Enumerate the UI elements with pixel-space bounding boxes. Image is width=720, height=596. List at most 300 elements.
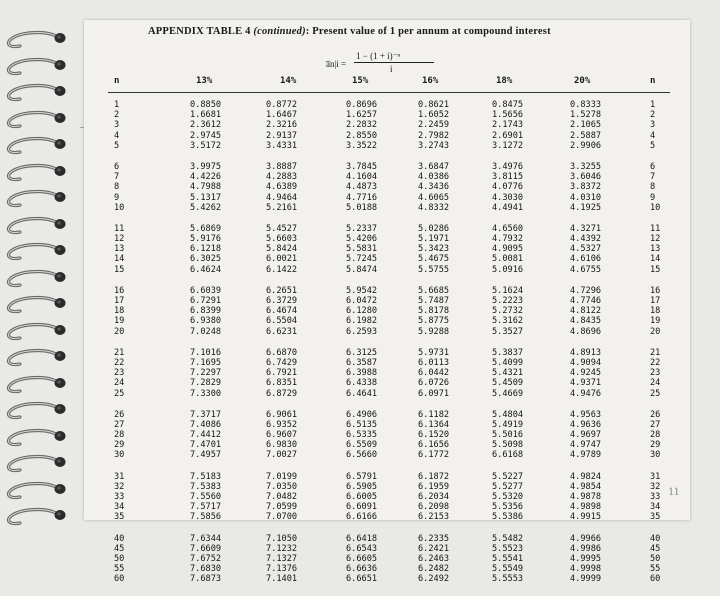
cell-rate-16pct: 5.4675 [418, 254, 450, 265]
cell-rate-14pct: 6.2651 [266, 285, 298, 296]
cell-rate-16pct: 3.2743 [418, 140, 450, 151]
binding-ring-icon [4, 428, 66, 448]
table-row [84, 172, 690, 182]
cell-n-right: 20 [650, 326, 661, 337]
header-n-left: n [114, 76, 120, 86]
cell-n-right: 40 [650, 533, 661, 544]
cell-rate-18pct: 5.5016 [492, 430, 524, 441]
table-row [84, 430, 690, 440]
cell-n-left: 14 [114, 254, 125, 265]
table-row [84, 554, 690, 564]
cell-rate-16pct: 6.2463 [418, 553, 450, 564]
annuity-formula [326, 50, 456, 78]
cell-n-right: 45 [650, 543, 661, 554]
cell-n-right: 19 [650, 316, 661, 327]
formula-denominator: i [390, 64, 393, 74]
cell-rate-16pct: 5.8178 [418, 306, 450, 317]
cell-rate-13pct: 6.1218 [190, 244, 222, 255]
cell-n-left: 12 [114, 234, 125, 245]
cell-rate-14pct: 6.7921 [266, 368, 298, 379]
cell-rate-13pct: 2.9745 [190, 130, 222, 141]
cell-rate-18pct: 5.1624 [492, 285, 524, 296]
cell-rate-13pct: 7.6344 [190, 533, 222, 544]
cell-rate-13pct: 6.4624 [190, 264, 222, 275]
cell-n-right: 15 [650, 264, 661, 275]
cell-rate-20pct: 4.7296 [570, 285, 602, 296]
cell-rate-20pct: 4.8696 [570, 326, 602, 337]
cell-rate-16pct: 6.2034 [418, 492, 450, 502]
cell-n-left: 5 [114, 140, 120, 151]
cell-rate-14pct: 7.0599 [266, 502, 298, 513]
cell-rate-15pct: 0.8696 [346, 100, 378, 110]
cell-rate-13pct: 1.6681 [190, 110, 222, 121]
table-title-main: APPENDIX TABLE 4 [148, 26, 251, 37]
cell-rate-18pct: 6.6168 [492, 450, 524, 461]
cell-rate-15pct: 5.5831 [346, 244, 378, 255]
cell-rate-13pct: 7.6752 [190, 553, 222, 564]
binding-ring-icon [4, 30, 66, 50]
formula-fraction-bar [354, 62, 434, 63]
cell-n-left: 45 [114, 543, 125, 554]
cell-rate-14pct: 5.8424 [266, 244, 298, 255]
row-group [84, 410, 690, 461]
cell-n-left: 24 [114, 378, 125, 389]
cell-rate-20pct: 4.9824 [570, 471, 602, 482]
cell-n-left: 30 [114, 450, 125, 461]
cell-rate-16pct: 6.2482 [418, 564, 450, 575]
cell-rate-20pct: 3.6046 [570, 172, 602, 183]
cell-rate-16pct: 5.5755 [418, 264, 450, 275]
table-row [84, 564, 690, 574]
cell-rate-16pct: 6.2421 [418, 543, 450, 554]
cell-rate-18pct: 4.6560 [492, 223, 524, 234]
table-row [84, 224, 690, 234]
table-row [84, 120, 690, 130]
cell-rate-13pct: 7.2829 [190, 378, 222, 389]
cell-n-right: 17 [650, 296, 661, 306]
cell-rate-14pct: 3.8887 [266, 161, 298, 172]
table-header-row [84, 76, 690, 88]
cell-rate-13pct: 7.4957 [190, 450, 222, 461]
cell-rate-20pct: 4.9563 [570, 409, 602, 420]
cell-rate-18pct: 5.4804 [492, 409, 524, 420]
cell-rate-14pct: 7.1327 [266, 553, 298, 564]
cell-rate-13pct: 5.4262 [190, 202, 222, 213]
cell-n-right: 3 [650, 120, 656, 131]
cell-rate-14pct: 7.1050 [266, 533, 298, 544]
cell-rate-15pct: 5.0188 [346, 202, 378, 213]
cell-rate-18pct: 5.5541 [492, 553, 524, 564]
cell-rate-16pct: 1.6052 [418, 110, 450, 121]
cell-n-right: 1 [650, 100, 656, 110]
cell-n-left: 32 [114, 481, 125, 492]
cell-rate-20pct: 4.8122 [570, 306, 602, 317]
cell-n-left: 11 [114, 223, 125, 234]
cell-rate-18pct: 5.5356 [492, 502, 524, 513]
cell-rate-16pct: 6.1520 [418, 430, 450, 441]
cell-rate-15pct: 6.3988 [346, 368, 378, 379]
row-group [84, 162, 690, 213]
cell-n-right: 50 [650, 553, 661, 564]
cell-rate-14pct: 6.3729 [266, 296, 298, 306]
row-group [84, 472, 690, 523]
cell-rate-13pct: 6.8399 [190, 306, 222, 317]
table-row [84, 472, 690, 482]
cell-rate-18pct: 4.7932 [492, 234, 524, 245]
cell-n-right: 60 [650, 574, 661, 585]
header-18pct: 18% [496, 76, 513, 86]
cell-rate-20pct: 3.8372 [570, 182, 602, 193]
cell-rate-13pct: 7.6830 [190, 564, 222, 575]
cell-n-left: 6 [114, 161, 120, 172]
cell-rate-13pct: 6.6039 [190, 285, 222, 296]
cell-n-left: 13 [114, 244, 125, 255]
spiral-binding [0, 0, 70, 540]
cell-rate-20pct: 4.7746 [570, 296, 602, 306]
cell-n-left: 17 [114, 296, 125, 306]
cell-rate-18pct: 5.3527 [492, 326, 524, 337]
cell-rate-18pct: 1.5656 [492, 110, 524, 121]
cell-n-left: 1 [114, 100, 120, 110]
cell-n-left: 50 [114, 553, 125, 564]
cell-rate-13pct: 7.5183 [190, 471, 222, 482]
cell-rate-16pct: 5.8775 [418, 316, 450, 327]
cell-rate-15pct: 6.4641 [346, 388, 378, 399]
cell-rate-14pct: 6.5504 [266, 316, 298, 327]
header-20pct: 20% [574, 76, 591, 86]
table-row [84, 358, 690, 368]
cell-rate-13pct: 7.3300 [190, 388, 222, 399]
formula-lhs: a̅n|i = [326, 59, 347, 69]
cell-n-right: 2 [650, 110, 656, 121]
cell-rate-16pct: 6.2098 [418, 502, 450, 513]
table-row [84, 182, 690, 192]
cell-rate-20pct: 0.8333 [570, 100, 602, 110]
cell-rate-18pct: 5.4509 [492, 378, 524, 389]
cell-n-right: 28 [650, 430, 661, 441]
table-body [84, 100, 690, 596]
cell-rate-14pct: 0.8772 [266, 100, 298, 110]
cell-rate-20pct: 4.9371 [570, 378, 602, 389]
cell-rate-18pct: 0.8475 [492, 100, 524, 110]
cell-rate-14pct: 3.4331 [266, 140, 298, 151]
cell-rate-14pct: 7.1232 [266, 543, 298, 554]
header-15pct: 15% [352, 76, 369, 86]
cell-rate-13pct: 5.1317 [190, 192, 222, 203]
cell-n-left: 10 [114, 202, 125, 213]
cell-rate-20pct: 4.9998 [570, 564, 602, 575]
cell-rate-20pct: 4.6106 [570, 254, 602, 265]
cell-rate-15pct: 5.8474 [346, 264, 378, 275]
cell-n-right: 12 [650, 234, 661, 245]
cell-n-right: 11 [650, 223, 661, 234]
cell-rate-14pct: 7.0350 [266, 481, 298, 492]
cell-rate-14pct: 6.9607 [266, 430, 298, 441]
table-row [84, 544, 690, 554]
cell-n-left: 35 [114, 512, 125, 523]
header-13pct: 13% [196, 76, 213, 86]
table-row [84, 348, 690, 358]
cell-rate-15pct: 6.2593 [346, 326, 378, 337]
cell-n-right: 27 [650, 419, 661, 430]
cell-rate-18pct: 4.9095 [492, 244, 524, 255]
cell-rate-20pct: 2.5887 [570, 130, 602, 141]
cell-rate-18pct: 4.0776 [492, 182, 524, 193]
cell-rate-15pct: 6.6543 [346, 543, 378, 554]
cell-n-right: 6 [650, 161, 656, 172]
cell-n-right: 9 [650, 192, 656, 203]
cell-n-left: 34 [114, 502, 125, 513]
cell-n-left: 23 [114, 368, 125, 379]
table-row [84, 296, 690, 306]
table-row [84, 265, 690, 275]
cell-rate-18pct: 5.5227 [492, 471, 524, 482]
cell-rate-15pct: 4.1604 [346, 172, 378, 183]
cell-rate-13pct: 4.4226 [190, 172, 222, 183]
binding-ring-icon [4, 481, 66, 501]
cell-n-left: 22 [114, 357, 125, 368]
cell-rate-15pct: 6.6605 [346, 553, 378, 564]
table-row [84, 534, 690, 544]
cell-n-right: 23 [650, 368, 661, 379]
cell-rate-14pct: 6.0021 [266, 254, 298, 265]
cell-n-left: 60 [114, 574, 125, 585]
table-row [84, 203, 690, 213]
cell-rate-18pct: 4.3030 [492, 192, 524, 203]
table-row [84, 100, 690, 110]
cell-n-left: 20 [114, 326, 125, 337]
cell-rate-18pct: 5.4919 [492, 419, 524, 430]
cell-rate-13pct: 7.3717 [190, 409, 222, 420]
cell-n-left: 40 [114, 533, 125, 544]
cell-rate-20pct: 4.9094 [570, 357, 602, 368]
cell-rate-14pct: 7.1401 [266, 574, 298, 585]
cell-rate-16pct: 6.2153 [418, 512, 450, 523]
row-group [84, 286, 690, 337]
cell-rate-15pct: 6.5135 [346, 419, 378, 430]
cell-rate-15pct: 6.5791 [346, 471, 378, 482]
binding-ring-icon [4, 269, 66, 289]
cell-rate-14pct: 6.8729 [266, 388, 298, 399]
cell-rate-18pct: 2.6901 [492, 130, 524, 141]
cell-rate-18pct: 5.5553 [492, 574, 524, 585]
cell-rate-14pct: 7.0199 [266, 471, 298, 482]
cell-rate-20pct: 4.9636 [570, 419, 602, 430]
cell-rate-20pct: 4.9789 [570, 450, 602, 461]
cell-rate-13pct: 5.9176 [190, 234, 222, 245]
cell-rate-16pct: 2.2459 [418, 120, 450, 131]
cell-rate-15pct: 3.7845 [346, 161, 378, 172]
cell-rate-14pct: 2.3216 [266, 120, 298, 131]
cell-n-right: 35 [650, 512, 661, 523]
cell-n-right: 34 [650, 502, 661, 513]
cell-n-right: 31 [650, 471, 661, 482]
cell-n-right: 26 [650, 409, 661, 420]
cell-rate-13pct: 0.8850 [190, 100, 222, 110]
table-row [84, 131, 690, 141]
binding-ring-icon [4, 216, 66, 236]
cell-rate-18pct: 5.4321 [492, 368, 524, 379]
cell-rate-20pct: 4.8435 [570, 316, 602, 327]
table-row [84, 482, 690, 492]
binding-ring-icon [4, 242, 66, 262]
binding-ring-icon [4, 83, 66, 103]
cell-rate-15pct: 6.5509 [346, 440, 378, 451]
cell-rate-14pct: 2.9137 [266, 130, 298, 141]
cell-rate-16pct: 6.1182 [418, 409, 450, 420]
cell-rate-15pct: 4.7716 [346, 192, 378, 203]
cell-rate-14pct: 1.6467 [266, 110, 298, 121]
cell-rate-13pct: 5.6869 [190, 223, 222, 234]
cell-rate-20pct: 4.9878 [570, 492, 602, 502]
table-row [84, 512, 690, 522]
table-row [84, 389, 690, 399]
cell-rate-15pct: 5.4206 [346, 234, 378, 245]
cell-rate-15pct: 6.5905 [346, 481, 378, 492]
binding-ring-icon [4, 454, 66, 474]
cell-rate-18pct: 5.5386 [492, 512, 524, 523]
binding-ring-icon [4, 348, 66, 368]
cell-rate-13pct: 7.4412 [190, 430, 222, 441]
cell-rate-13pct: 7.6873 [190, 574, 222, 585]
cell-n-left: 27 [114, 419, 125, 430]
cell-rate-18pct: 3.8115 [492, 172, 524, 183]
row-group [84, 100, 690, 151]
binding-ring-icon [4, 110, 66, 130]
cell-rate-13pct: 7.5856 [190, 512, 222, 523]
cell-rate-14pct: 7.0027 [266, 450, 298, 461]
cell-rate-18pct: 5.4669 [492, 388, 524, 399]
cell-rate-18pct: 4.4941 [492, 202, 524, 213]
cell-n-right: 18 [650, 306, 661, 317]
cell-rate-16pct: 6.0442 [418, 368, 450, 379]
cell-rate-18pct: 5.5320 [492, 492, 524, 502]
cell-rate-15pct: 6.6636 [346, 564, 378, 575]
cell-rate-20pct: 4.9915 [570, 512, 602, 523]
cell-rate-15pct: 6.6091 [346, 502, 378, 513]
binding-ring-icon [4, 57, 66, 77]
cell-n-left: 25 [114, 388, 125, 399]
binding-ring-icon [4, 322, 66, 342]
cell-n-right: 10 [650, 202, 661, 213]
table-row [84, 244, 690, 254]
cell-rate-20pct: 4.9476 [570, 388, 602, 399]
cell-rate-15pct: 6.3125 [346, 347, 378, 358]
cell-rate-16pct: 5.1971 [418, 234, 450, 245]
table-row [84, 306, 690, 316]
cell-rate-14pct: 4.9464 [266, 192, 298, 203]
cell-rate-14pct: 6.7429 [266, 357, 298, 368]
cell-rate-13pct: 6.7291 [190, 296, 222, 306]
cell-rate-13pct: 7.5560 [190, 492, 222, 502]
cell-n-right: 14 [650, 254, 661, 265]
scanned-table-page [84, 20, 690, 585]
cell-rate-20pct: 4.9747 [570, 440, 602, 451]
cell-rate-20pct: 4.4392 [570, 234, 602, 245]
cell-rate-15pct: 6.4906 [346, 409, 378, 420]
cell-rate-20pct: 4.3271 [570, 223, 602, 234]
table-row [84, 368, 690, 378]
cell-rate-16pct: 5.3423 [418, 244, 450, 255]
cell-n-right: 29 [650, 440, 661, 451]
row-group [84, 348, 690, 399]
cell-rate-15pct: 4.4873 [346, 182, 378, 193]
cell-rate-16pct: 6.2335 [418, 533, 450, 544]
cell-rate-16pct: 6.0113 [418, 357, 450, 368]
cell-rate-15pct: 6.6418 [346, 533, 378, 544]
cell-rate-20pct: 4.9986 [570, 543, 602, 554]
binding-ring-icon [4, 295, 66, 315]
cell-n-right: 32 [650, 481, 661, 492]
cell-rate-13pct: 7.5383 [190, 481, 222, 492]
cell-n-right: 25 [650, 388, 661, 399]
cell-rate-13pct: 6.9380 [190, 316, 222, 327]
cell-rate-18pct: 3.1272 [492, 140, 524, 151]
cell-rate-20pct: 4.0310 [570, 192, 602, 203]
cell-rate-14pct: 6.6231 [266, 326, 298, 337]
binding-ring-icon [4, 401, 66, 421]
cell-rate-15pct: 5.9542 [346, 285, 378, 296]
cell-rate-15pct: 2.2832 [346, 120, 378, 131]
cell-rate-14pct: 4.6389 [266, 182, 298, 193]
table-row [84, 440, 690, 450]
cell-rate-20pct: 2.1065 [570, 120, 602, 131]
cell-rate-14pct: 6.8351 [266, 378, 298, 389]
cell-rate-16pct: 5.9288 [418, 326, 450, 337]
table-row [84, 410, 690, 420]
cell-rate-15pct: 6.5660 [346, 450, 378, 461]
binding-ring-icon [4, 136, 66, 156]
page-number: 11 [668, 484, 680, 498]
cell-rate-14pct: 6.9352 [266, 419, 298, 430]
cell-rate-18pct: 2.1743 [492, 120, 524, 131]
header-n-right: n [650, 76, 656, 86]
cell-rate-15pct: 6.3587 [346, 357, 378, 368]
cell-n-right: 21 [650, 347, 661, 358]
cell-rate-15pct: 5.2337 [346, 223, 378, 234]
cell-rate-13pct: 7.2297 [190, 368, 222, 379]
cell-rate-13pct: 7.4086 [190, 419, 222, 430]
cell-rate-20pct: 4.9854 [570, 481, 602, 492]
cell-rate-14pct: 7.0482 [266, 492, 298, 502]
cell-rate-20pct: 4.9966 [570, 533, 602, 544]
cell-n-left: 15 [114, 264, 125, 275]
cell-rate-15pct: 5.7245 [346, 254, 378, 265]
cell-rate-16pct: 6.1656 [418, 440, 450, 451]
cell-rate-16pct: 6.1872 [418, 471, 450, 482]
table-row [84, 193, 690, 203]
cell-n-left: 8 [114, 182, 120, 193]
cell-rate-14pct: 5.6603 [266, 234, 298, 245]
cell-rate-18pct: 5.2223 [492, 296, 524, 306]
cell-rate-13pct: 7.4701 [190, 440, 222, 451]
cell-rate-15pct: 6.1280 [346, 306, 378, 317]
cell-rate-18pct: 5.3162 [492, 316, 524, 327]
cell-rate-14pct: 6.9061 [266, 409, 298, 420]
table-row [84, 234, 690, 244]
cell-n-left: 29 [114, 440, 125, 451]
cell-rate-16pct: 0.8621 [418, 100, 450, 110]
cell-rate-15pct: 3.3522 [346, 140, 378, 151]
table-row [84, 574, 690, 584]
cell-rate-14pct: 4.2883 [266, 172, 298, 183]
cell-rate-18pct: 5.5549 [492, 564, 524, 575]
cell-n-right: 8 [650, 182, 656, 193]
cell-rate-16pct: 6.1959 [418, 481, 450, 492]
table-row [84, 502, 690, 512]
table-row [84, 162, 690, 172]
row-group [84, 534, 690, 585]
